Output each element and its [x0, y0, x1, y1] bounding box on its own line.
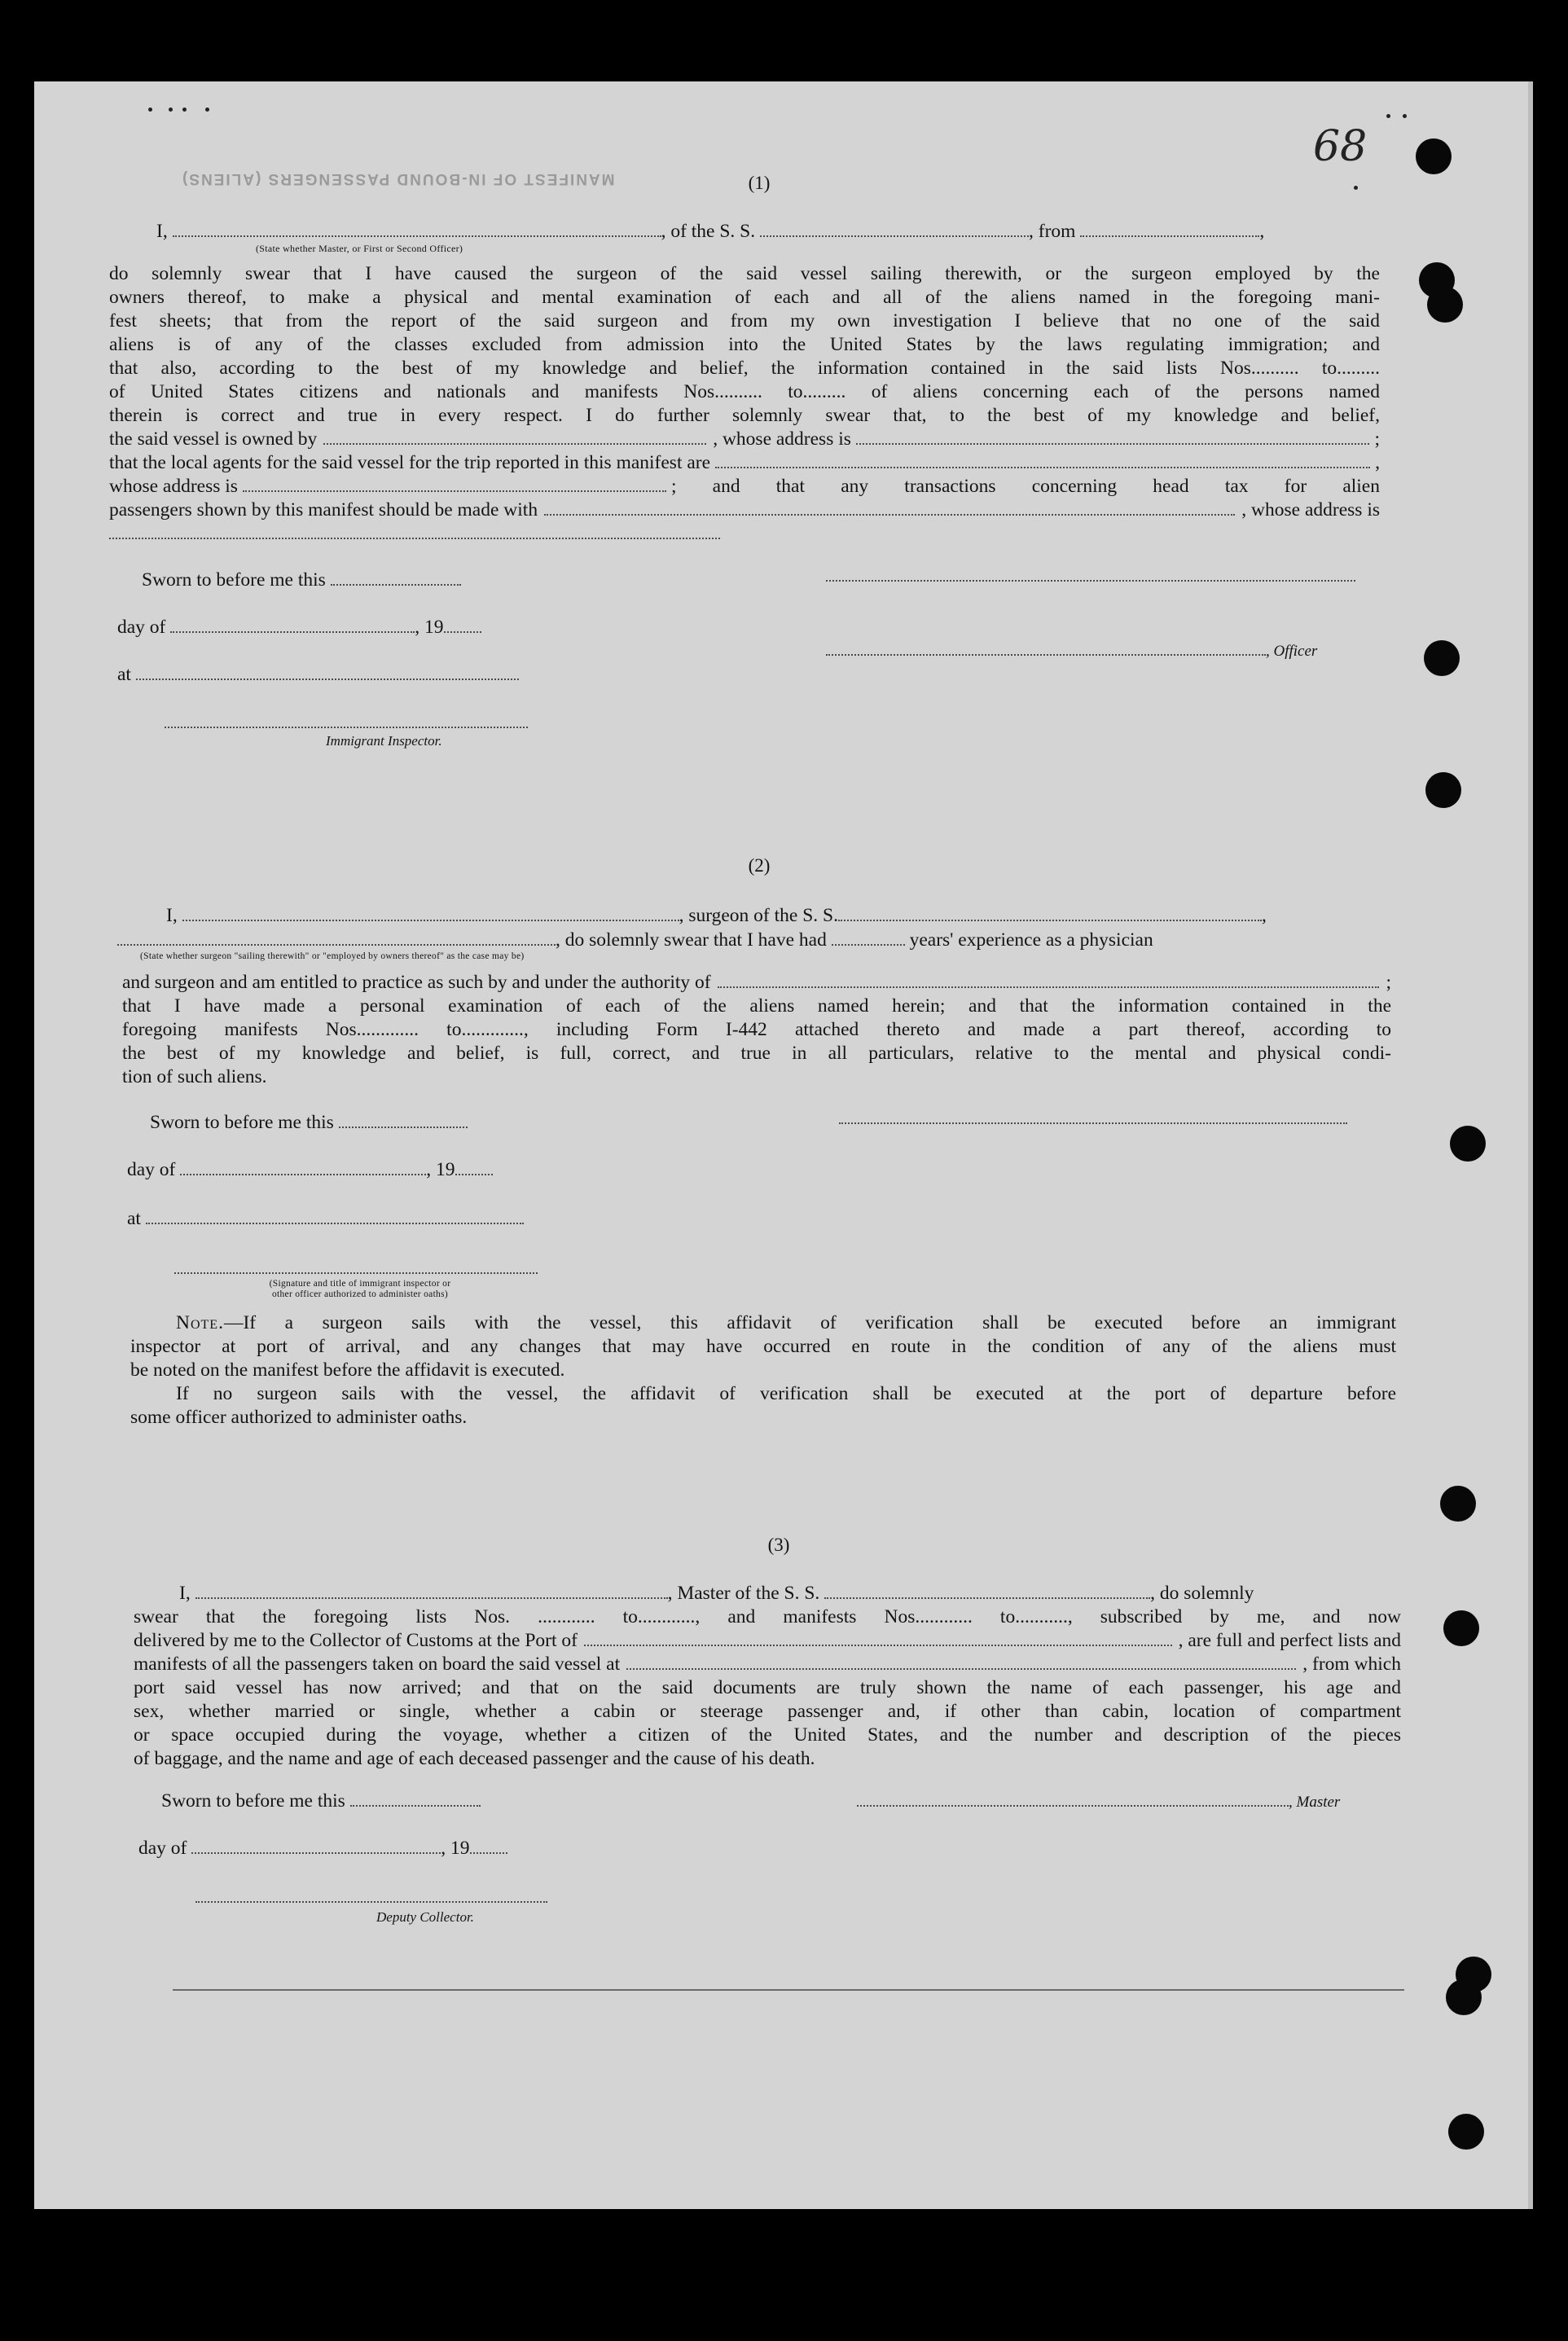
agents-address-blank[interactable]: [243, 476, 666, 492]
day-blank[interactable]: [180, 1159, 426, 1175]
note-line: inspector at port of arrival, and any changes that may have occurred en route in the condition of any of the aliens must: [130, 1336, 1396, 1357]
owner-address-blank[interactable]: [856, 428, 1370, 445]
s1-sworn: [142, 569, 461, 592]
text: Sworn to before me this: [161, 1790, 345, 1812]
note-line: some officer authorized to administer oaths.: [130, 1407, 468, 1428]
sworn-date-blank[interactable]: [350, 1790, 481, 1807]
agents-line: [109, 451, 1380, 475]
text: and surgeon and am entitled to practice as such by and under the authority of: [122, 972, 711, 993]
para-line: aliens is of any of the classes excluded from admission into the United States by the laws regulating immigration; and: [109, 334, 1380, 355]
vessel-name-blank[interactable]: [824, 1583, 1150, 1599]
text: manifests of all the passengers taken on board the said vessel at: [134, 1654, 621, 1675]
s3-paragraph: [134, 1605, 1401, 1771]
para-line: sex, whether married or single, whether a cabin or steerage passenger and, if other than cabin, location of compartment: [134, 1701, 1401, 1722]
address-line: [109, 522, 1380, 546]
punch-hole: [1424, 640, 1460, 676]
from-port-blank[interactable]: [1080, 221, 1259, 237]
text: other officer authorized to administer oaths): [271, 1289, 449, 1299]
ink-mark: [182, 108, 187, 112]
ink-mark: [1354, 186, 1358, 190]
ink-mark: [148, 108, 152, 112]
surgeon-status-blank[interactable]: [117, 929, 556, 946]
text: , Master of the S. S.: [667, 1583, 820, 1604]
note-line: [130, 1311, 1396, 1335]
place-blank[interactable]: [136, 664, 519, 680]
s1-inspector-line: [165, 712, 528, 732]
text: , are full and perfect lists and: [1178, 1630, 1401, 1651]
para-line: that I have made a personal examination of each of the aliens named herein; and that the information contained in the: [122, 995, 1391, 1017]
text: I,: [179, 1583, 191, 1604]
s1-paragraph: [109, 262, 1380, 546]
owner-blank[interactable]: [323, 428, 706, 445]
s2-day-of: [127, 1158, 493, 1182]
vessel-name-blank[interactable]: [760, 221, 1029, 237]
collector-signature-blank[interactable]: [195, 1886, 547, 1903]
punch-hole: [1440, 1486, 1476, 1522]
para-line: port said vessel has now arrived; and that on the said documents are truly shown the name of each passenger, his age and: [134, 1677, 1401, 1698]
s1-line-1: [156, 220, 1264, 244]
s1-day-of: [117, 616, 481, 639]
text: delivered by me to the Collector of Customs at the Port of: [134, 1630, 578, 1651]
note-label: Note.: [176, 1312, 224, 1333]
s3-collector-label: Deputy Collector.: [376, 1909, 474, 1925]
para-line: therein is correct and true in every respect. I do further solemnly swear that, to the best of my knowledge and belief,: [109, 405, 1380, 426]
whose-line: [109, 475, 1380, 499]
section-1-number: (1): [748, 173, 771, 193]
year-blank[interactable]: [444, 617, 481, 633]
surgeon-name-blank[interactable]: [182, 905, 679, 921]
text: , whose address is: [1241, 499, 1380, 520]
head-tax-address-blank[interactable]: [109, 523, 720, 539]
text: ,: [1259, 221, 1265, 242]
ink-mark: [205, 108, 209, 112]
para-line: or space occupied during the voyage, whether a citizen of the United States, and the number and description of the pieces: [134, 1724, 1401, 1746]
text: day of: [138, 1838, 187, 1859]
text: years' experience as a physician: [909, 929, 1153, 951]
s2-line-2: [117, 929, 1153, 952]
text: , from which: [1302, 1654, 1401, 1675]
inspector-signature-blank[interactable]: [174, 1258, 538, 1274]
s3-master-line: [857, 1790, 1340, 1814]
s1-signature-line: [826, 565, 1355, 586]
text: , Officer: [1266, 643, 1318, 660]
text: , 19: [415, 617, 444, 638]
year-blank[interactable]: [455, 1159, 493, 1175]
master-name-blank[interactable]: [195, 1583, 668, 1599]
ink-mark: [169, 108, 173, 112]
text: , from: [1029, 221, 1076, 242]
port-blank[interactable]: [584, 1630, 1172, 1646]
bottom-rule: [173, 1989, 1404, 1991]
s2-at: [127, 1207, 524, 1231]
s3-sworn: [161, 1790, 481, 1813]
day-blank[interactable]: [191, 1838, 441, 1854]
s3-day-of: [138, 1837, 507, 1860]
authority-blank[interactable]: [718, 972, 1380, 988]
agents-blank[interactable]: [715, 452, 1370, 468]
s2-inspector-line: [174, 1258, 538, 1278]
text: , do solemnly swear that I have had: [556, 929, 827, 951]
para-line: the best of my knowledge and belief, is full, correct, and true in all particulars, relative to the mental and physical condi-: [122, 1043, 1391, 1064]
s2-sig-caption: [197, 1279, 523, 1300]
vessel-at-line: [134, 1653, 1401, 1676]
s2-note: [130, 1311, 1396, 1430]
text: day of: [117, 617, 166, 638]
s3-collector-line: [195, 1886, 547, 1907]
text: , of the S. S.: [661, 221, 756, 242]
text: ,: [1375, 452, 1380, 473]
text: , surgeon of the S. S.: [679, 905, 838, 926]
punch-hole: [1425, 772, 1461, 808]
para-line: do solemnly swear that I have caused the surgeon of the said vessel sailing therewith, or the surgeon employed by the: [109, 263, 1380, 284]
text: , 19: [441, 1838, 470, 1859]
punch-hole: [1450, 1126, 1486, 1162]
section-3-number: (3): [767, 1535, 790, 1555]
note-line: If no surgeon sails with the vessel, the affidavit of verification shall be executed at the port of departure before: [176, 1383, 1396, 1404]
master-blank[interactable]: [173, 221, 661, 237]
text: Sworn to before me this: [142, 569, 326, 591]
passengers-line: [109, 499, 1380, 522]
para-line: of United States citizens and nationals and manifests Nos.......... to......... of aliens concerning each of the persons named: [109, 381, 1380, 402]
text: that the local agents for the said vessel for the trip reported in this manifest are: [109, 452, 711, 473]
punch-hole: [1416, 138, 1452, 174]
text: ;: [1386, 972, 1391, 993]
text: whose address is: [109, 476, 238, 497]
text: day of: [127, 1159, 176, 1180]
departure-port-blank[interactable]: [626, 1654, 1296, 1670]
para-line: tion of such aliens.: [122, 1066, 267, 1087]
punch-hole: [1427, 287, 1463, 323]
text: I,: [166, 905, 178, 926]
handwritten-page-number: 68: [1313, 122, 1368, 171]
text: , 19: [426, 1159, 455, 1180]
ink-mark: [1403, 114, 1407, 118]
authority-line: [122, 971, 1391, 995]
para-line: of baggage, and the name and age of each deceased passenger and the cause of his death.: [134, 1748, 815, 1769]
s3-line-1: [179, 1582, 1254, 1605]
text: —If a surgeon sails with the vessel, this affidavit of verification shall be executed before an immigrant: [223, 1312, 1396, 1333]
year-blank[interactable]: [470, 1838, 507, 1854]
text: Sworn to before me this: [150, 1112, 334, 1133]
s2-caption: (State whether surgeon "sailing therewith" or "employed by owners thereof" as the case may be): [140, 951, 525, 961]
punch-hole: [1448, 2114, 1484, 2150]
text: at: [117, 664, 131, 685]
owned-by-line: [109, 428, 1380, 451]
para-line: foregoing manifests Nos............. to............., including Form I-442 attached thereto and made a part thereof, according to: [122, 1019, 1391, 1040]
master-signature-blank[interactable]: [857, 1790, 1289, 1807]
para-line: that also, according to the best of my knowledge and belief, the information contained in the said lists Nos.......... to.........: [109, 358, 1380, 379]
s2-paragraph: [122, 971, 1391, 1089]
note-line: be noted on the manifest before the affidavit is executed.: [130, 1359, 565, 1381]
punch-hole: [1446, 1979, 1482, 2015]
vessel-name-blank[interactable]: [838, 905, 1262, 921]
text: , Master: [1289, 1794, 1341, 1811]
text: ,: [1261, 905, 1267, 926]
s1-inspector-label: Immigrant Inspector.: [326, 733, 442, 749]
s2-sworn: [150, 1111, 468, 1135]
ink-mark: [1386, 114, 1390, 118]
place-blank[interactable]: [146, 1208, 524, 1224]
day-blank[interactable]: [170, 617, 415, 633]
text: passengers shown by this manifest should be made with: [109, 499, 538, 520]
faded-stamp: MANIFEST OF IN-BOUND PASSENGERS (ALIENS): [181, 170, 615, 187]
officer-signature-blank[interactable]: [826, 639, 1266, 656]
page-edge-shadow: [1528, 81, 1533, 2209]
punch-hole: [1443, 1610, 1479, 1646]
text: (Signature and title of immigrant inspector or: [269, 1279, 451, 1289]
port-line: [134, 1629, 1401, 1653]
para-line: swear that the foregoing lists Nos. ............ to............, and manifests Nos............ to..........., subscribed by me, and now: [134, 1606, 1401, 1627]
sworn-date-blank[interactable]: [331, 569, 461, 586]
sworn-date-blank[interactable]: [339, 1112, 468, 1128]
text: at: [127, 1208, 141, 1229]
text: the said vessel is owned by: [109, 428, 318, 450]
s1-caption: (State whether Master, or First or Second Officer): [256, 243, 463, 254]
years-blank[interactable]: [832, 929, 905, 946]
text: I,: [156, 221, 168, 242]
text: ; and that any transactions concerning head tax for alien: [670, 476, 1380, 497]
surgeon-signature-blank[interactable]: [839, 1108, 1347, 1124]
text: , whose address is: [713, 428, 851, 450]
signature-blank[interactable]: [826, 565, 1355, 582]
section-2-number: (2): [748, 855, 771, 876]
text: , do solemnly: [1150, 1583, 1254, 1604]
head-tax-party-blank[interactable]: [544, 499, 1235, 516]
para-line: fest sheets; that from the report of the said surgeon and from my own investigation I believe that no one of the said: [109, 310, 1380, 332]
manifest-page: [34, 81, 1533, 2209]
para-line: owners thereof, to make a physical and mental examination of each and all of the aliens named in the foregoing mani-: [109, 287, 1380, 308]
s2-line-1: [166, 904, 1267, 928]
inspector-signature-blank[interactable]: [165, 712, 528, 728]
s2-signature-line: [839, 1108, 1347, 1128]
s1-officer-line: [826, 639, 1317, 663]
s1-at: [117, 663, 519, 687]
text: ;: [1374, 428, 1380, 450]
